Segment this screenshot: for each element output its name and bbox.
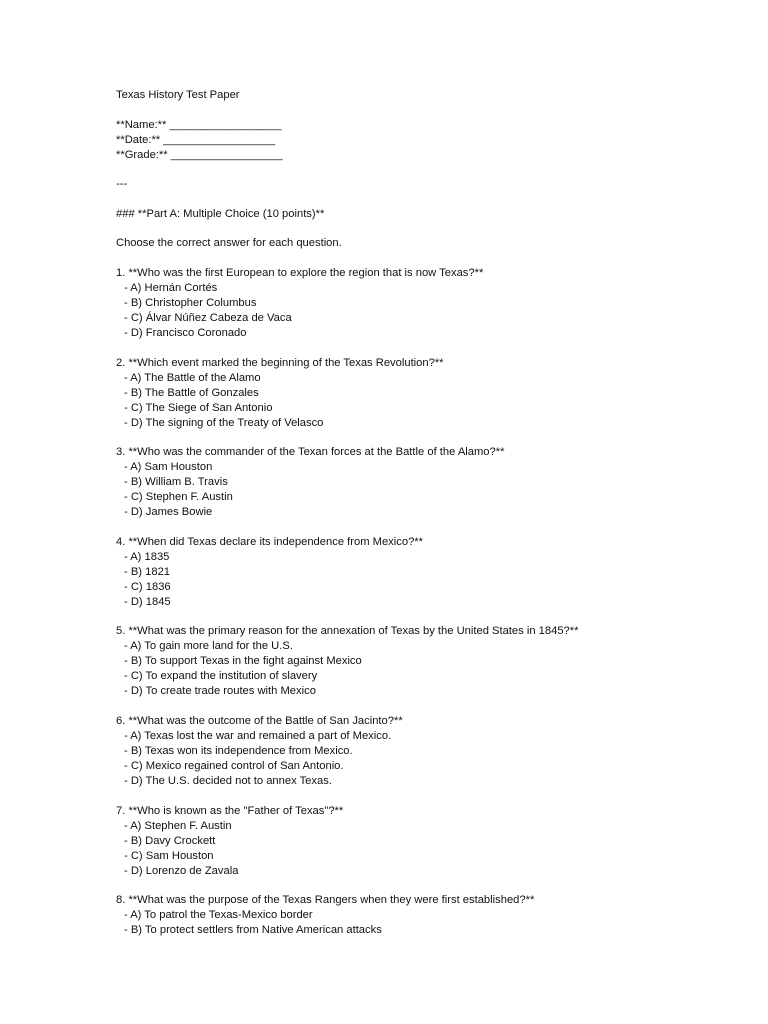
instructions: Choose the correct answer for each question. xyxy=(116,237,342,250)
answer-option: - D) Francisco Coronado xyxy=(124,326,247,339)
question-5 xyxy=(116,624,716,699)
answer-option: - A) To gain more land for the U.S. xyxy=(124,640,293,653)
answer-option: - B) William B. Travis xyxy=(124,476,228,489)
question-1 xyxy=(116,266,716,341)
question-text: 6. **What was the outcome of the Battle of San Jacinto?** xyxy=(116,714,403,727)
question-6 xyxy=(116,714,716,789)
answer-option: - C) To expand the institution of slavery xyxy=(124,670,318,683)
answer-option: - B) Christopher Columbus xyxy=(124,296,257,309)
answer-option: - B) Davy Crockett xyxy=(124,834,216,847)
grade-field: **Grade:** __________________ xyxy=(116,148,283,161)
spacer xyxy=(116,222,716,237)
spacer xyxy=(116,520,716,535)
question-text: 8. **What was the purpose of the Texas Rangers when they were first established?** xyxy=(116,894,535,907)
question-8 xyxy=(116,893,716,938)
answer-option: - D) James Bowie xyxy=(124,506,213,519)
spacer xyxy=(116,431,716,446)
question-text: 7. **Who is known as the "Father of Texas"?** xyxy=(116,804,344,817)
question-2 xyxy=(116,356,716,431)
spacer xyxy=(116,192,716,207)
answer-option: - A) Sam Houston xyxy=(124,461,213,474)
spacer xyxy=(116,789,716,804)
spacer xyxy=(116,699,716,714)
question-text: 1. **Who was the first European to explore the region that is now Texas?** xyxy=(116,266,484,279)
spacer xyxy=(116,879,716,894)
answer-option: - C) Sam Houston xyxy=(124,849,214,862)
question-3 xyxy=(116,445,716,520)
question-text: 3. **Who was the commander of the Texan forces at the Battle of the Alamo?** xyxy=(116,446,505,459)
answer-option: - A) Hernán Cortés xyxy=(124,281,218,294)
answer-option: - D) The U.S. decided not to annex Texas. xyxy=(124,774,332,787)
answer-option: - C) Álvar Núñez Cabeza de Vaca xyxy=(124,311,292,324)
spacer xyxy=(116,610,716,625)
answer-option: - A) The Battle of the Alamo xyxy=(124,371,261,384)
answer-option: - A) Texas lost the war and remained a part of Mexico. xyxy=(124,729,392,742)
answer-option: - A) 1835 xyxy=(124,550,170,563)
spacer xyxy=(116,163,716,178)
answer-option: - B) 1821 xyxy=(124,565,171,578)
date-field: **Date:** __________________ xyxy=(116,133,276,146)
spacer xyxy=(116,103,716,118)
answer-option: - D) The signing of the Treaty of Velasco xyxy=(124,416,324,429)
document-title: Texas History Test Paper xyxy=(116,89,240,101)
answer-option: - D) 1845 xyxy=(124,595,171,608)
answer-option: - C) Mexico regained control of San Antonio. xyxy=(124,759,344,772)
answer-option: - C) 1836 xyxy=(124,580,171,593)
question-text: 2. **Which event marked the beginning of the Texas Revolution?** xyxy=(116,356,444,369)
question-text: 5. **What was the primary reason for the annexation of Texas by the United States in 1845?** xyxy=(116,625,579,638)
question-7 xyxy=(116,804,716,879)
separator: --- xyxy=(116,178,128,191)
spacer xyxy=(116,251,716,266)
question-text: 4. **When did Texas declare its independence from Mexico?** xyxy=(116,535,423,548)
answer-option: - B) To protect settlers from Native American attacks xyxy=(124,924,382,937)
name-field: **Name:** __________________ xyxy=(116,118,282,131)
answer-option: - C) Stephen F. Austin xyxy=(124,491,233,504)
question-4 xyxy=(116,535,716,610)
document-page xyxy=(116,88,716,938)
answer-option: - C) The Siege of San Antonio xyxy=(124,401,273,414)
answer-option: - A) Stephen F. Austin xyxy=(124,819,232,832)
section-heading: ### **Part A: Multiple Choice (10 points)** xyxy=(116,207,325,220)
answer-option: - D) To create trade routes with Mexico xyxy=(124,685,316,698)
answer-option: - B) To support Texas in the fight against Mexico xyxy=(124,655,362,668)
answer-option: - A) To patrol the Texas-Mexico border xyxy=(124,909,313,922)
spacer xyxy=(116,341,716,356)
answer-option: - B) The Battle of Gonzales xyxy=(124,386,259,399)
answer-option: - B) Texas won its independence from Mexico. xyxy=(124,744,353,757)
answer-option: - D) Lorenzo de Zavala xyxy=(124,864,239,877)
